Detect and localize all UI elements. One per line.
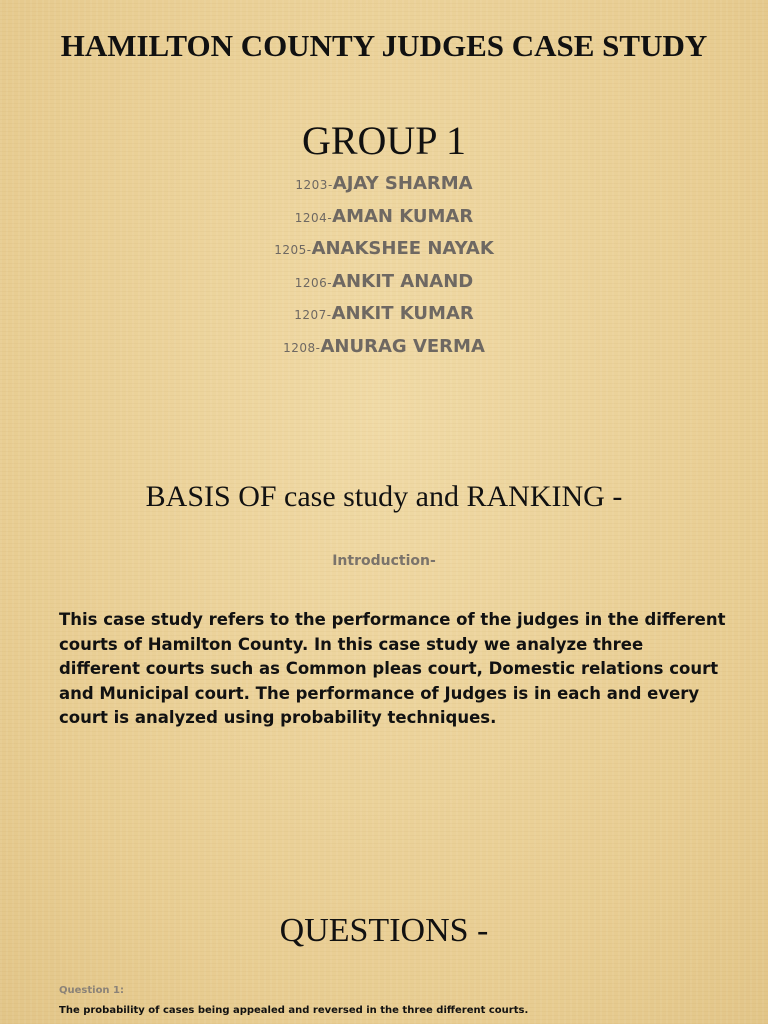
member-item [0, 168, 768, 201]
member-id: 1207- [294, 308, 332, 322]
member-name: AJAY SHARMA [332, 173, 473, 194]
member-item [0, 331, 768, 364]
member-id: 1206- [294, 275, 333, 290]
member-name: ANURAG VERMA [320, 335, 485, 357]
member-id: 1205- [274, 243, 312, 257]
question-1-text: The probability of cases being appealed and reversed in the three different courts. [59, 1005, 529, 1016]
member-name: ANKIT ANAND [332, 270, 474, 292]
questions-heading: QUESTIONS - [279, 912, 489, 949]
group-heading: GROUP 1 [301, 118, 467, 163]
member-item [0, 201, 768, 234]
member-name: ANAKSHEE NAYAK [311, 238, 494, 259]
member-name: ANKIT KUMAR [331, 303, 474, 324]
member-id: 1203- [295, 178, 333, 192]
member-item [0, 233, 768, 266]
member-name: AMAN KUMAR [332, 205, 474, 227]
introduction-paragraph: This case study refers to the performance of the judges in the different courts of Hamilton County. In this case study we analyze three different courts such as Common pleas court, Domestic relations court and Municipal court. The performance of Judges is in each and every court is analyzed using probability techniques. [59, 610, 726, 727]
question-1-label: Question 1: [59, 985, 124, 996]
member-list [0, 168, 768, 363]
basis-heading: BASIS OF case study and RANKING - [145, 480, 623, 513]
introduction-heading: Introduction- [332, 553, 436, 569]
member-id: 1208- [283, 340, 321, 355]
member-id: 1204- [294, 210, 333, 225]
member-item [0, 266, 768, 299]
member-item [0, 298, 768, 331]
document-title: HAMILTON COUNTY JUDGES CASE STUDY [60, 28, 708, 63]
